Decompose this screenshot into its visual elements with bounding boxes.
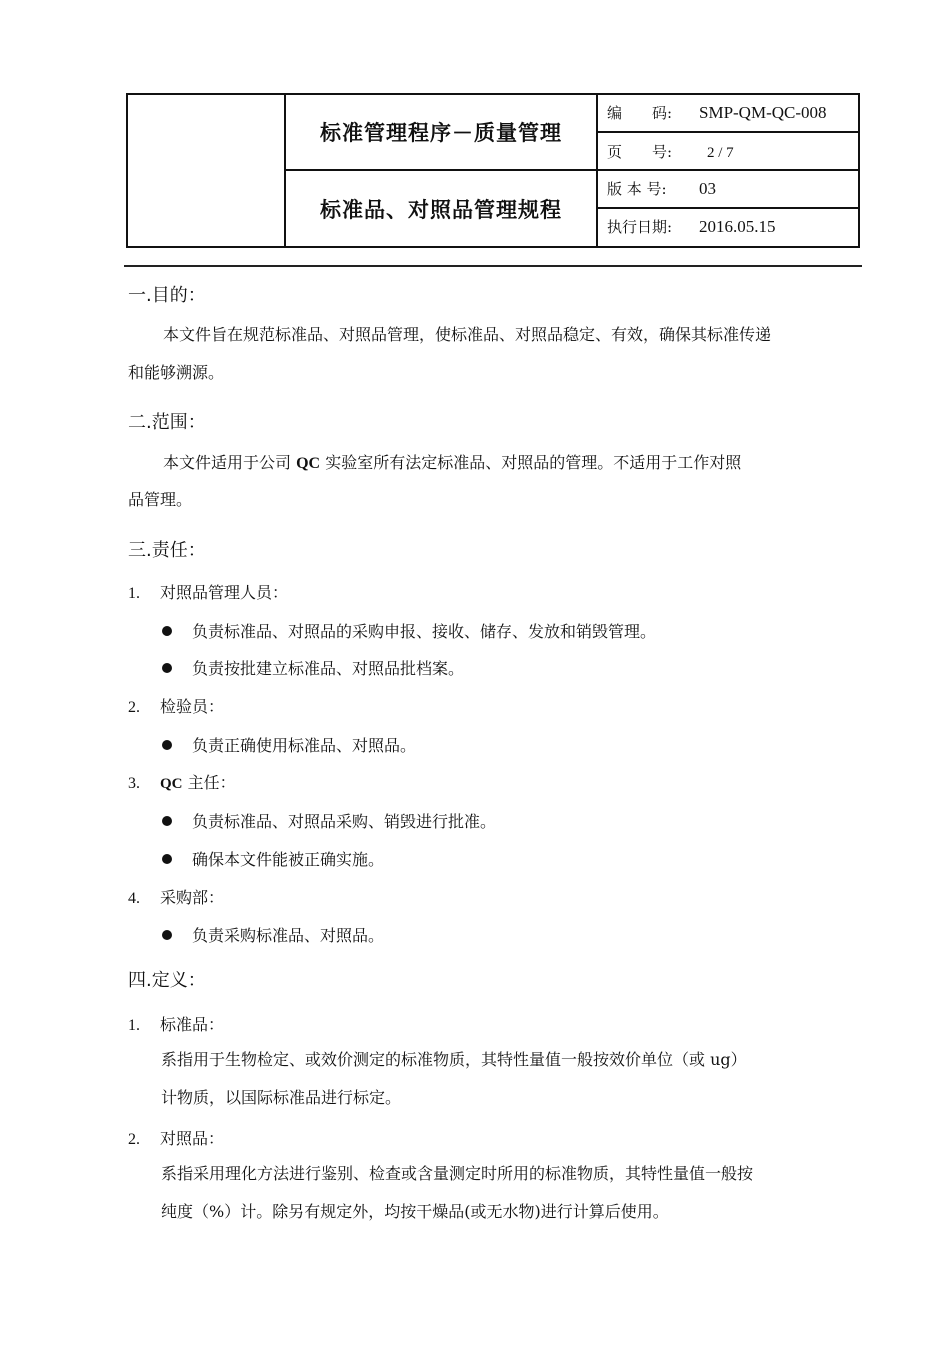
page-label: 页 号: — [607, 143, 673, 161]
paragraph-line: 本文件旨在规范标准品、对照品管理，使标准品、对照品稳定、有效，确保其标准传递 — [163, 325, 772, 344]
item-number: 2. — [128, 1131, 140, 1148]
item-number: 1. — [128, 1017, 140, 1034]
date-row — [607, 216, 776, 237]
bullet-item — [162, 733, 416, 756]
table-divider — [596, 207, 860, 209]
definition-line: 系指用于生物检定、或效价测定的标准物质，其特性量值一般按效价单位（或 ug） — [161, 1050, 747, 1069]
bullet-text: 负责正确使用标准品、对照品。 — [192, 736, 417, 755]
list-item — [128, 770, 236, 793]
bullet-item — [162, 809, 496, 832]
paragraph-line: 和能够溯源。 — [128, 363, 225, 382]
section-title: 一.目的： — [128, 285, 206, 306]
bullet-text: 负责按批建立标准品、对照品批档案。 — [192, 659, 465, 678]
list-item — [128, 1012, 224, 1035]
scope-text-start: 本文件适用于公司 — [163, 453, 292, 472]
date-value: 2016.05.15 — [699, 217, 776, 236]
bullet-text: 负责采购标准品、对照品。 — [192, 926, 385, 945]
bullet-icon — [162, 663, 172, 673]
table-divider — [596, 131, 860, 133]
bullet-text: 负责标准品、对照品的采购申报、接收、储存、发放和销毁管理。 — [192, 622, 657, 641]
scope-text-end: 实验室所有法定标准品、对照品的管理。不适用于工作对照 — [325, 453, 742, 472]
item-label: 采购部： — [160, 888, 225, 907]
item-number: 3. — [128, 775, 140, 792]
header-separator — [124, 265, 862, 267]
item-label: 检验员： — [160, 697, 225, 716]
item-number: 4. — [128, 890, 140, 907]
bullet-text: 负责标准品、对照品采购、销毁进行批准。 — [192, 812, 497, 831]
list-item — [128, 1126, 224, 1149]
version-row — [607, 178, 716, 199]
item-label: 主任： — [187, 773, 236, 792]
bullet-icon — [162, 626, 172, 636]
code-value: SMP-QM-QC-008 — [699, 103, 827, 122]
document-category-title: 标准管理程序－质量管理 — [320, 121, 562, 145]
list-item — [128, 580, 288, 603]
list-item — [128, 885, 224, 908]
item-label: 标准品： — [160, 1015, 225, 1034]
definition-line: 计物质，以国际标准品进行标定。 — [161, 1088, 402, 1107]
bullet-icon — [162, 854, 172, 864]
bullet-text: 确保本文件能被正确实施。 — [192, 850, 385, 869]
bullet-icon — [162, 740, 172, 750]
page-row — [607, 141, 734, 162]
item-label: 对照品管理人员： — [160, 583, 289, 602]
bullet-icon — [162, 816, 172, 826]
bullet-item — [162, 923, 384, 946]
definition-line: 纯度（%）计。除另有规定外，均按干燥品(或无水物)进行计算后使用。 — [161, 1202, 669, 1221]
bullet-item — [162, 656, 464, 679]
item-number: 1. — [128, 585, 140, 602]
definition-line: 系指采用理化方法进行鉴别、检查或含量测定时所用的标准物质，其特性量值一般按 — [161, 1164, 754, 1183]
list-item — [128, 694, 224, 717]
item-label: 对照品： — [160, 1129, 225, 1148]
bullet-item — [162, 847, 384, 870]
paragraph-line: 品管理。 — [128, 490, 193, 509]
bullet-icon — [162, 930, 172, 940]
qc-abbrev: QC — [296, 455, 321, 472]
code-label: 编 码: — [607, 104, 673, 122]
version-label: 版 本 号: — [607, 180, 667, 198]
document-title: 标准品、对照品管理规程 — [320, 198, 562, 222]
date-label: 执行日期: — [607, 218, 673, 236]
bullet-item — [162, 619, 656, 642]
page-value: 2 / 7 — [707, 145, 734, 161]
version-value: 03 — [699, 179, 716, 198]
paragraph-line — [163, 444, 741, 483]
section-title: 二.范围： — [128, 412, 206, 433]
item-number: 2. — [128, 699, 140, 716]
section-title: 四.定义： — [128, 970, 206, 991]
code-row — [607, 102, 827, 123]
qc-abbrev: QC — [160, 776, 183, 792]
section-title: 三.责任： — [128, 540, 206, 561]
table-divider — [284, 169, 860, 171]
